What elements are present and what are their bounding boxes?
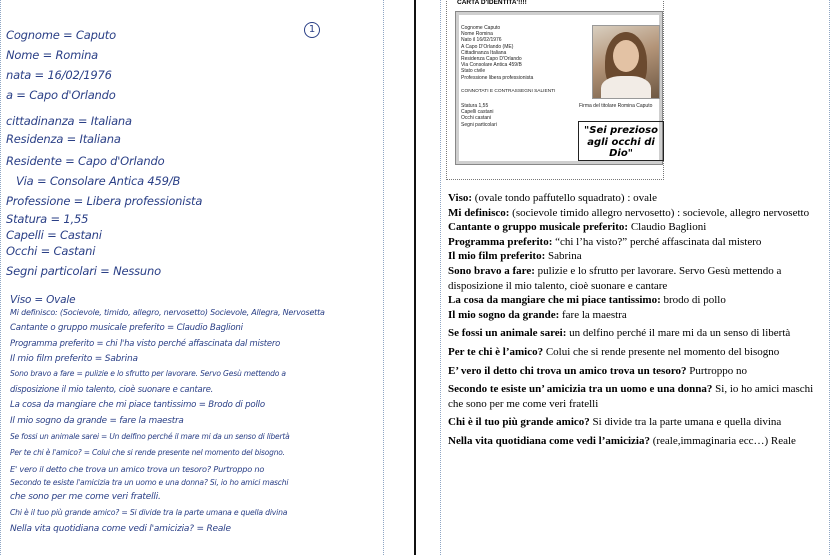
answer: Sabrina bbox=[545, 250, 582, 263]
question: Se fossi un animale sarei: bbox=[448, 327, 567, 340]
page-separator bbox=[414, 0, 416, 555]
page-border-right bbox=[383, 0, 384, 555]
hw-line: a = Capo d'Orlando bbox=[6, 88, 116, 102]
hw-line: Secondo te esiste l'amicizia tra un uomo e una donna? Si, io ho amici maschi bbox=[10, 478, 289, 487]
transcript-text bbox=[448, 191, 826, 449]
id-card-data bbox=[461, 25, 561, 128]
id-physical: Occhi castani bbox=[461, 115, 492, 122]
question: Nella vita quotidiana come vedi l’amicizia? bbox=[448, 434, 650, 447]
hw-line: La cosa da mangiare che mi piace tantissimo = Brodo di pollo bbox=[10, 400, 265, 410]
id-card-title: CARTA D'IDENTITA'!!!! bbox=[457, 0, 527, 6]
question: Programma preferito: bbox=[448, 235, 553, 248]
id-field: Professione libera professionista bbox=[461, 74, 534, 81]
question: Sono bravo a fare: bbox=[448, 264, 535, 277]
hw-line: Nella vita quotidiana come vedi l'amicizia? = Reale bbox=[10, 524, 231, 534]
answer: “chi l’ha visto?” perché affascinata dal mistero bbox=[552, 235, 762, 248]
answer: fare la maestra bbox=[559, 308, 627, 321]
answer: (socievole timido allegro nervosetto) : socievole, allegro nervosetto bbox=[509, 206, 810, 219]
hw-line: nata = 16/02/1976 bbox=[6, 68, 112, 82]
hw-line: Chi è il tuo più grande amico? = Si divide tra la parte umana e quella divina bbox=[10, 508, 288, 517]
question: E’ vero il detto chi trova un amico trova un tesoro? bbox=[448, 364, 687, 377]
transcript-entry bbox=[448, 249, 826, 264]
answer: Si divide tra la parte umana e quella divina bbox=[589, 416, 782, 429]
transcript-entry bbox=[448, 235, 826, 250]
id-field: A Capo D'Orlando (ME) bbox=[461, 43, 514, 50]
question: Chi è il tuo più grande amico? bbox=[448, 416, 590, 429]
question: Il mio sogno da grande: bbox=[448, 308, 560, 321]
hw-line: Per te chi è l'amico? = Colui che si rende presente nel momento del bisogno. bbox=[10, 448, 285, 457]
hw-line: Professione = Libera professionista bbox=[6, 194, 203, 208]
answer: (reale,immaginaria ecc…) Reale bbox=[649, 434, 796, 447]
hw-line: Sono bravo a fare = pulizie e lo sfrutto per lavorare. Servo Gesù mettendo a bbox=[10, 369, 286, 378]
question: Mi definisco: bbox=[448, 206, 510, 219]
transcript-entry bbox=[448, 345, 826, 360]
id-card-inner bbox=[459, 15, 659, 161]
hw-line: disposizione il mio talento, cioè suonare e cantare. bbox=[10, 384, 214, 394]
answer: Purtroppo no bbox=[686, 364, 748, 377]
id-field: Stato civile bbox=[461, 68, 486, 75]
hw-line: Cognome = Caputo bbox=[6, 28, 116, 42]
answer: Claudio Baglioni bbox=[628, 221, 707, 234]
transcript-entry bbox=[448, 206, 826, 221]
handwritten-page bbox=[0, 0, 386, 555]
page-border-left bbox=[0, 0, 1, 555]
hw-line: E' vero il detto che trova un amico trova un tesoro? Purtroppo no bbox=[10, 464, 265, 474]
hw-line: Viso = Ovale bbox=[10, 294, 76, 306]
id-card bbox=[455, 11, 663, 165]
hw-line: Il mio sogno da grande = fare la maestra bbox=[10, 416, 184, 426]
hw-line: Se fossi un animale sarei = Un delfino perché il mare mi da un senso di libertà bbox=[10, 432, 290, 441]
answer: Si, io ho amici maschi che sono per me come veri fratelli bbox=[448, 383, 814, 410]
question: Per te chi è l’amico? bbox=[448, 345, 544, 358]
connotati-heading: CONNOTATI E CONTRASSEGNI SALIENTI bbox=[461, 88, 556, 94]
hw-line: Statura = 1,55 bbox=[6, 212, 89, 226]
question: Viso: bbox=[448, 192, 473, 204]
question: La cosa da mangiare che mi piace tantissimo: bbox=[448, 294, 661, 307]
motto-box bbox=[578, 121, 664, 161]
hw-line: Occhi = Castani bbox=[6, 244, 96, 258]
page-number: 1 bbox=[304, 22, 320, 38]
transcript-entry bbox=[448, 382, 826, 411]
motto-line: Dio" bbox=[609, 148, 633, 159]
hw-line: Segni particolari = Nessuno bbox=[6, 264, 161, 278]
page-border-right bbox=[829, 0, 830, 555]
transcript-entry bbox=[448, 308, 826, 323]
portrait-photo bbox=[592, 25, 660, 99]
transcript-entry bbox=[448, 220, 826, 235]
id-physical: Statura 1,55 bbox=[461, 103, 489, 110]
id-physical: Segni particolari bbox=[461, 121, 497, 128]
answer: Colui che si rende presente nel momento del bisogno bbox=[543, 345, 780, 358]
hw-line: Residente = Capo d'Orlando bbox=[6, 154, 165, 168]
hw-line: Via = Consolare Antica 459/B bbox=[16, 174, 181, 188]
id-field: Cognome Caputo bbox=[461, 25, 501, 31]
hw-line: Cantante o gruppo musicale preferito = Claudio Baglioni bbox=[10, 323, 243, 333]
id-card-frame bbox=[446, 0, 664, 180]
answer: un delfino perché il mare mi da un senso di libertà bbox=[566, 327, 791, 340]
id-field: Nome Romina bbox=[461, 31, 493, 38]
id-field: Nato il 16/02/1976 bbox=[461, 37, 502, 44]
id-physical: Capelli castani bbox=[461, 109, 494, 116]
transcript-page bbox=[440, 0, 831, 555]
question: Cantante o gruppo musicale preferito: bbox=[448, 221, 629, 234]
hw-line: che sono per me come veri fratelli. bbox=[10, 492, 161, 502]
hw-line: Nome = Romina bbox=[6, 48, 99, 62]
motto-line: "Sei prezioso bbox=[584, 125, 658, 136]
transcript-entry bbox=[448, 326, 826, 341]
motto-line: agli occhi di bbox=[587, 136, 655, 148]
transcript-entry bbox=[448, 191, 826, 206]
answer: brodo di pollo bbox=[660, 294, 726, 307]
signature-line: Firma del titolare Romina Caputo bbox=[579, 103, 653, 109]
question: Secondo te esiste un’ amicizia tra un uomo e una donna? bbox=[448, 383, 713, 396]
hw-line: Il mio film preferito = Sabrina bbox=[10, 354, 138, 364]
hw-line: Residenza = Italiana bbox=[6, 132, 121, 146]
hw-line: Programma preferito = chi l'ha visto perché affascinata dal mistero bbox=[10, 338, 281, 348]
transcript-entry bbox=[448, 364, 826, 379]
transcript-entry bbox=[448, 434, 826, 449]
transcript-entry bbox=[448, 415, 826, 430]
answer: pulizie e lo sfrutto per lavorare. Servo Gesù mettendo a disposizione il mio talento, cioè suonare e cantare bbox=[448, 264, 782, 292]
hw-line: Mi definisco: (Socievole, timido, allegro, nervosetto) Socievole, Allegra, Nervosetta bbox=[10, 308, 325, 317]
transcript-entry bbox=[448, 293, 826, 308]
id-field: Via Consolare Antica 459/B bbox=[461, 62, 522, 69]
id-field: Residenza Capo D'Orlando bbox=[461, 56, 522, 63]
answer: (ovale tondo paffutello squadrato) : ovale bbox=[472, 192, 657, 204]
question: Il mio film preferito: bbox=[448, 250, 546, 263]
hw-line: cittadinanza = Italiana bbox=[6, 114, 132, 128]
id-field: Cittadinanza Italiana bbox=[461, 49, 507, 56]
page-border-left bbox=[440, 0, 441, 555]
transcript-entry bbox=[448, 264, 826, 293]
hw-line: Capelli = Castani bbox=[6, 228, 102, 242]
